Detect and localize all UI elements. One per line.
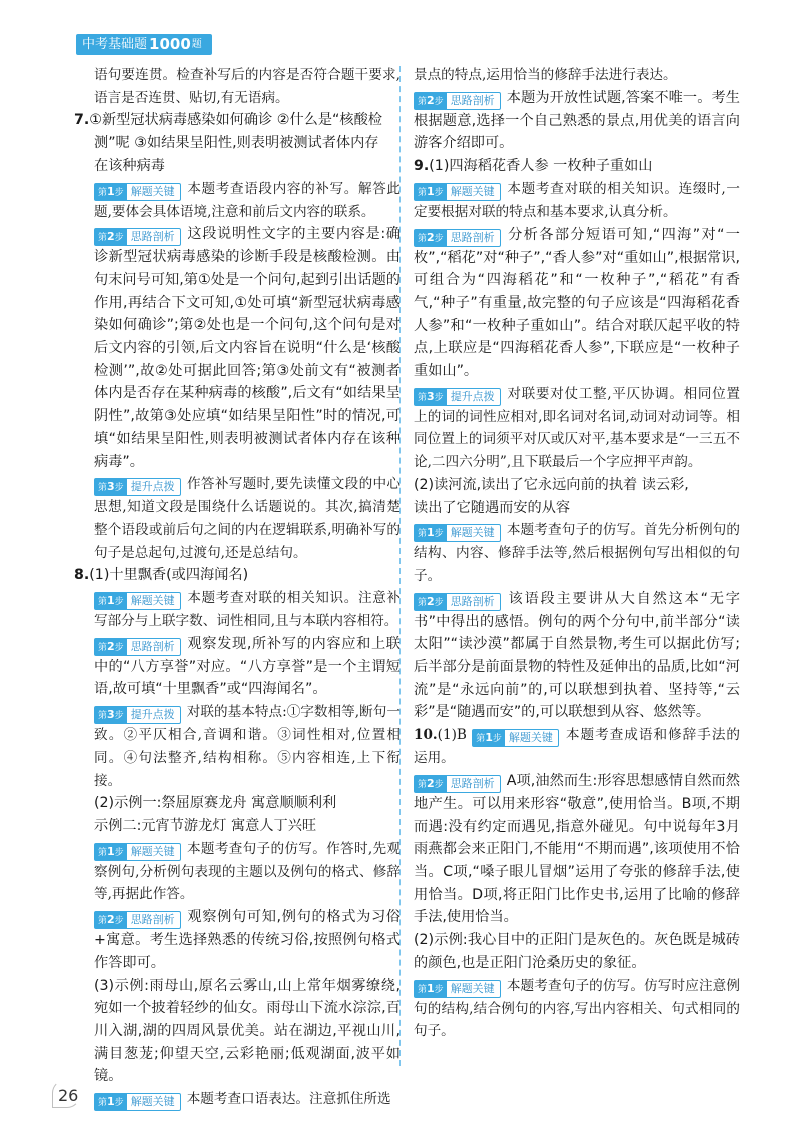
step-1-tag: 第1步 解题关键 xyxy=(94,592,181,610)
q7-step3: 第3步 提升点拨 作答补写题时,要先读懂文段的中心思想,知道文段是围绕什么话题说的。其次,搞清楚整个语段或前后句之间的内在逻辑联系,明确补写的句子是总起句,过渡句,还是总结句。 xyxy=(94,476,400,561)
step-2-tag: 第2步 思路剖析 xyxy=(414,229,501,247)
q8-step3: 第3步 提升点拨 对联的基本特点:①字数相等,断句一致。②平仄相合,音调和谐。③词性相对,位置相同。④句法整齐,结构相称。⑤内容相连,上下衔接。 xyxy=(94,704,400,789)
q9-answer-1: 9.(1)四海稻花香人参 一枚种子重如山 xyxy=(414,158,653,175)
q8-step1: 第1步 解题关键 本题考查对联的相关知识。注意补写部分与上联字数、词性相同,且与本联内容相符。 xyxy=(94,590,400,630)
page-number: 26 xyxy=(58,1086,79,1105)
q10-step3: 第1步 解题关键 本题考查句子的仿写。仿写时应注意例句的结构,结合例句的内容,写出内容相关、句式相同的句子。 xyxy=(414,977,740,1040)
q8-answer-2: (2)示例一:祭屈原赛龙舟 寓意顺顺利利 示例二:元宵节游龙灯 寓意人丁兴旺 xyxy=(94,795,337,834)
series-unit: 题 xyxy=(191,39,202,50)
step-1-tag: 第1步 解题关键 xyxy=(414,980,501,998)
q8-answer-1: 8.(1)十里飘香(或四海闻名) xyxy=(74,567,249,584)
q9-step3: 第3步 提升点拨 对联要对仗工整,平仄协调。相同位置上的词的词性应相对,即名词对名词,动词对动词等。相同位置上的词须平对仄或仄对平,基本要求是“一三五不论,二四六分明”,且下联最后一个字应押平声韵。 xyxy=(414,385,740,471)
q9-step2: 第2步 思路剖析 分析各部分短语可知,“四海”对“一枚”,“稻花”对“种子”,“香人参”对“重如山”,根据常识,可组合为“四海稻花”和“一枚种子”,“稻花”有香气,“种子”有重量,故完整的句子应该是“四海稻花香人参”和“一枚种子重如山”。结合对联仄起平收的特点,上联应是“四海稻花香人参”,下联应是“一枚种子重如山”。 xyxy=(414,226,740,380)
q8-number: 8. xyxy=(74,567,90,584)
q8-answer-3: (3)示例:雨母山,原名云雾山,山上常年烟雾缭绕,宛如一个披着轻纱的仙女。雨母山下流水淙淙,百川入湖,湖的四周风景优美。站在湖边,平视山川,满目葱茏;仰望天空,云彩艳丽;低观湖面,波平如镜。 xyxy=(94,977,400,1085)
step-3-badge: 第3步 xyxy=(95,479,127,495)
q7-step1: 第1步 解题关键 本题考查语段内容的补写。解答此题,要体会具体语境,注意和前后文内容的联系。 xyxy=(94,180,400,220)
series-title: 中考基础题 xyxy=(82,37,148,52)
left-column xyxy=(74,64,400,1109)
step-3-tag: 第3步 提升点拨 xyxy=(414,388,501,406)
q9-number: 9. xyxy=(414,158,430,175)
step-3-tag: 第3步 提升点拨 xyxy=(94,478,181,496)
step-1-badge: 第1步 xyxy=(95,184,127,200)
step-1-tag: 第1步 解题关键 xyxy=(94,183,181,201)
step-3-tag: 第3步 提升点拨 xyxy=(94,706,181,724)
q8-step2: 第2步 思路剖析 观察发现,所补写的内容应和上联中的“八方享誉”对应。“八方享誉”是一个主谓短语,故可填“十里飘香”或“四海闻名”。 xyxy=(94,635,400,698)
step-2-tag: 第2步 思路剖析 xyxy=(414,775,501,793)
question-8 xyxy=(74,564,400,1111)
q9-step4: 第1步 解题关键 本题考查句子的仿写。首先分析例句的结构、内容、修辞手法等,然后根据例句写出相似的句子。 xyxy=(414,522,740,584)
step-1-tag: 第1步 解题关键 xyxy=(94,1093,181,1111)
step-1-tag: 第1步 解题关键 xyxy=(414,524,501,542)
continued-paragraph: 语句要连贯。检查补写后的内容是否符合题干要求,语言是否连贯、贴切,有无语病。 xyxy=(94,67,400,106)
q7-answer-line-1: ①新型冠状病毒感染如何确诊 ②什么是“核酸检 xyxy=(89,112,382,129)
q7-answer-line-2: 测”呢 ③如结果呈阳性,则表明被测试者体内存 xyxy=(94,135,379,152)
step-2-tag: 第2步 思路剖析 xyxy=(414,92,501,110)
step-2-tag: 第2步 思路剖析 xyxy=(414,593,501,611)
q7-answer-line-3: 在该种病毒 xyxy=(94,157,165,174)
question-7 xyxy=(74,109,400,564)
q10-answer-2: (2)示例:我心目中的正阳门是灰色的。灰色既是城砖的颜色,也是正阳门沧桑历史的象征。 xyxy=(414,932,740,971)
question-9 xyxy=(414,155,740,724)
series-count: 1000 xyxy=(149,35,191,53)
step-1-tag: 第1步 解题关键 xyxy=(414,183,501,201)
continued-paragraph: 景点的特点,运用恰当的修辞手法进行表达。 xyxy=(414,67,677,83)
q7-step2: 第2步 思路剖析 这段说明性文字的主要内容是:确诊新型冠状病毒感染的诊断手段是核酸检测。由句末问号可知,第①处是一个问句,起到引出话题的作用,再结合下文可知,①处可填“新型冠状病毒感染如何确诊”;第②处也是一个问句,这个问句是对后文内容的引领,后文内容旨在说明“什么是‘核酸检测’”,故②处可据此回答;第③处前文有“被测者体内是否存在某种病毒的核酸”,后文有“如结果呈阴性”,故第③处应填“如结果呈阳性”时的情况,可填“如结果呈阳性,则表明被测试者体内存在该种病毒”。 xyxy=(94,226,400,470)
q8-step6: 第1步 解题关键 本题考查口语表达。注意抓住所选 xyxy=(74,1088,400,1111)
question-10 xyxy=(414,724,740,1043)
q9-step1: 第1步 解题关键 本题考查对联的相关知识。连缀时,一定要根据对联的特点和基本要求,认真分析。 xyxy=(414,180,740,220)
q9-step5: 第2步 思路剖析 该语段主要讲从大自然这本“无字书”中得出的感悟。例句的两个分句中,前半部分“读太阳”“读沙漠”都属于自然景物,考生可以据此仿写;后半部分是前面景物的特性及延伸出的品质,比如“河流”是“永远向前”的,可以联想到执着、坚持等,“云彩”是“随遇而安”的,可以联想到从容、悠然等。 xyxy=(414,590,740,721)
q9-answer-2: (2)读河流,读出了它永远向前的执着 读云彩, 读出了它随遇而安的从容 xyxy=(414,476,689,516)
top-step2: 第2步 思路剖析 本题为开放性试题,答案不唯一。考生根据题意,选择一个自己熟悉的景点,用优美的语言向游客介绍即可。 xyxy=(414,89,740,152)
q8-step5: 第2步 思路剖析 观察例句可知,例句的格式为习俗+寓意。考生选择熟悉的传统习俗,按照例句格式作答即可。 xyxy=(94,909,400,971)
step-2-tag: 第2步 思路剖析 xyxy=(94,638,181,656)
q10-answer-1: 10.(1)B 第1步 解题关键 本题考查成语和修辞手法的运用。 xyxy=(414,727,741,767)
q8-step4: 第1步 解题关键 本题考查句子的仿写。作答时,先观察例句,分析例句表现的主题以及例句的格式、修辞等,再据此作答。 xyxy=(94,840,400,903)
q10-number: 10. xyxy=(414,727,438,744)
step-2-tag: 第2步 思路剖析 xyxy=(94,911,181,929)
step-1-tag: 第1步 解题关键 xyxy=(472,729,559,747)
q7-number: 7. xyxy=(74,112,90,129)
step-2-badge: 第2步 xyxy=(95,229,127,245)
right-column xyxy=(414,64,740,1072)
step-1-tag: 第1步 解题关键 xyxy=(94,843,181,861)
step-2-tag: 第2步 思路剖析 xyxy=(94,228,181,246)
q10-step2: 第2步 思路剖析 A项,油然而生:形容思想感情自然而然地产生。可以用来形容“敬意”,使用恰当。B项,不期而遇:没有约定而遇见,指意外碰见。句中说每年3月雨燕都会来正阳门,不能用“不期而遇”,该项使用不恰当。C项,“嗓子眼儿冒烟”运用了夸张的修辞手法,使用恰当。D项,将正阳门比作史书,运用了比喻的修辞手法,使用恰当。 xyxy=(414,772,740,926)
q7-answer xyxy=(74,109,400,177)
book-series-badge xyxy=(76,34,212,55)
